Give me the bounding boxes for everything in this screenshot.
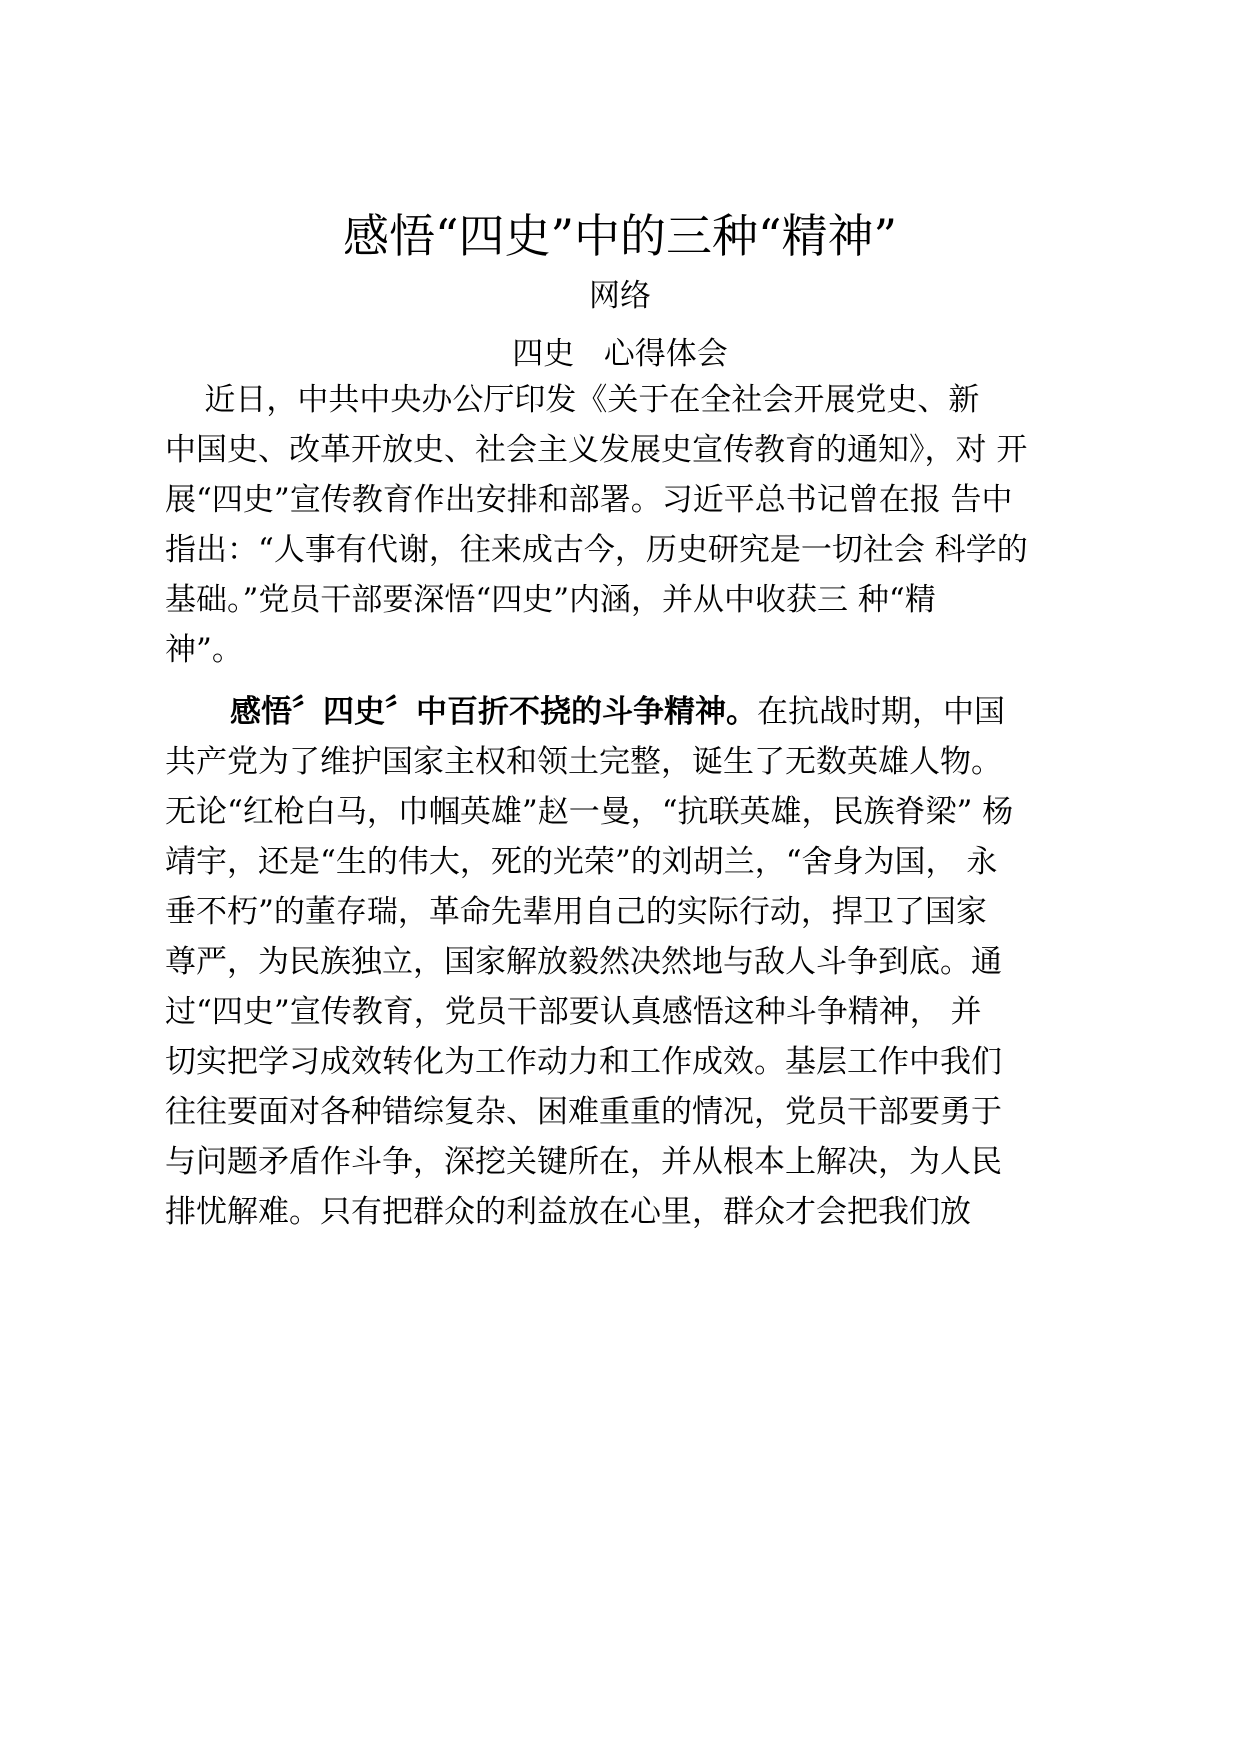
paragraph-line: 尊严，为民族独立，国家解放毅然决然地与敌人斗争到底。通	[165, 944, 1002, 980]
section-first-line	[230, 690, 1005, 734]
paragraph-line: 往往要面对各种错综复杂、困难重重的情况，党员干部要勇于	[165, 1094, 1002, 1130]
paragraph-line: 神”。	[165, 632, 243, 668]
paragraph-line: 无论“红枪白马，巾帼英雄”赵一曼，“抗联英雄，民族脊梁” 杨	[165, 794, 1014, 830]
paragraph-line: 排忧解难。只有把群众的利益放在心里，群众才会把我们放	[165, 1194, 971, 1230]
paragraph-line: 过“四史”宣传教育，党员干部要认真感悟这种斗争精神， 并	[165, 994, 982, 1030]
paragraph-line: 展“四史”宣传教育作出安排和部署。习近平总书记曾在报 告中	[165, 482, 1013, 518]
document-source: 网络	[589, 278, 651, 314]
paragraph-line: 共产党为了维护国家主权和领土完整，诞生了无数英雄人物。	[165, 744, 1002, 780]
paragraph-line: 指出：“人事有代谢，往来成古今，历史研究是一切社会 科学的	[165, 532, 1028, 568]
section-heading: 感悟〞四史〞中百折不挠的斗争精神。	[230, 694, 757, 730]
paragraph-line: 切实把学习成效转化为工作动力和工作成效。基层工作中我们	[165, 1044, 1002, 1080]
paragraph-line: 靖宇，还是“生的伟大，死的光荣”的刘胡兰，“舍身为国， 永	[165, 844, 998, 880]
paragraph-line: 基础。”党员干部要深悟“四史”内涵，并从中收获三 种“精	[165, 582, 936, 618]
document-title: 感悟“四史”中的三种“精神”	[342, 209, 898, 263]
paragraph-line: 垂不朽”的董存瑞，革命先辈用自己的实际行动，捍卫了国家	[165, 894, 987, 930]
paragraph-line: 中国史、改革开放史、社会主义发展史宣传教育的通知》，对 开	[165, 432, 1028, 468]
paragraph-line: 近日，中共中央办公厅印发《关于在全社会开展党史、新	[165, 382, 980, 418]
paragraph-line: 与问题矛盾作斗争，深挖关键所在，并从根本上解决，为人民	[165, 1144, 1002, 1180]
document-keywords: 四史 心得体会	[512, 336, 728, 372]
section-first-line-text: 在抗战时期，中国	[757, 694, 1005, 730]
